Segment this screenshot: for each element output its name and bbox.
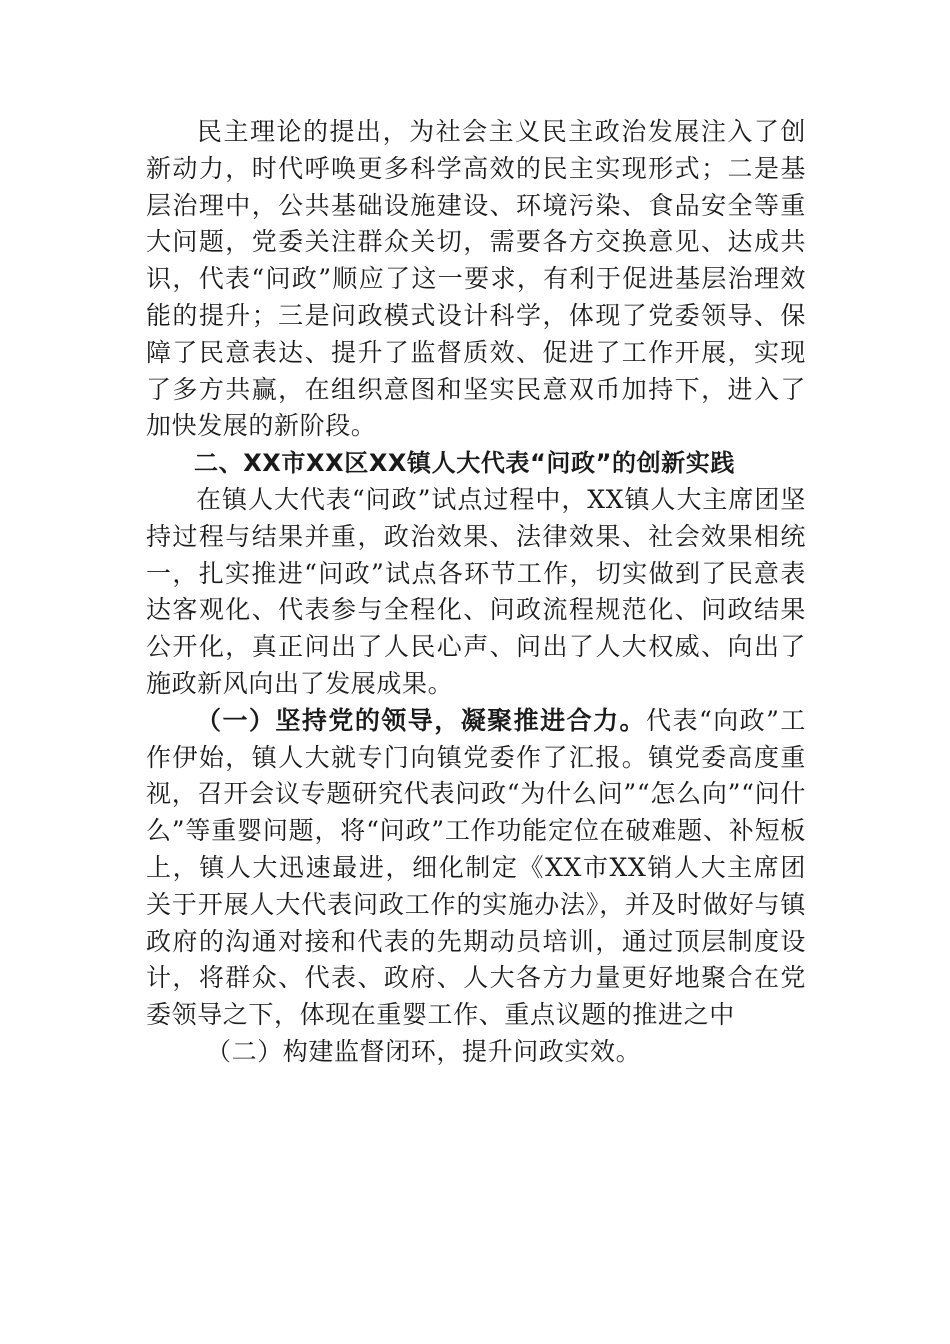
- document-body: [146, 114, 806, 1071]
- paragraph-party-leadership: [146, 703, 806, 1034]
- paragraph-lead-party-leadership: （一）坚持党的领导，凝聚推进合力。: [196, 705, 647, 735]
- paragraph-party-leadership-text: 代表“向政”工作伊始，镇人大就专门向镇党委作了汇报。镇党委高度重视，召开会议专题研究代表问政“为什么问”“怎么向”“问什么”等重婴问题，将“问政”工作功能定位在破难题、补短板上，镇人大迅速最进，细化制定《XX市XX销人大主席团关于开展人大代表问政工作的实施办法》，并及时做好与镇政府的沟通对接和代表的先期动员培训，通过顶层制度设计，将群众、代表、政府、人大各方力量更好地聚合在党委领导之下，体现在重婴工作、重点议题的推进之中: [146, 705, 807, 1030]
- paragraph-pilot-process: 在镇人大代表“问政”试点过程中，XX镇人大主席团坚持过程与结果并重，政治效果、法律效果、社会效果相统一，扎实推进“问政”试点各环节工作，切实做到了民意表达客观化、代表参与全程化、问政流程规范化、问政结果公开化，真正问出了人民心声、问出了人大权威、向出了施政新风向出了发展成果。: [146, 484, 806, 698]
- section-heading-innovation-practice: 二、XX市XX区XX镇人大代表“问政”的创新实践: [194, 449, 735, 478]
- paragraph-continuation-text: 民主理论的提出，为社会主义民主政治发展注入了创新动力，时代呼唤更多科学高效的民主实现形式；二是基层治理中，公共基础设施建设、环境污染、食品安全等重大问题，党委关注群众关切，需要各方交换意见、达成共识，代表“问政”顺应了这一要求，有利于促进基层治理效能的提升；三是问政模式设计科学，体现了党委领导、保障了民意表达、提升了监督质效、促进了工作开展，实现了多方共赢，在组织意图和坚实民意双币加持下，进入了加快发展的新阶段。: [146, 117, 806, 441]
- subheading-supervision-loop: （二）构建监督闭环，提升问政实效。: [206, 1036, 642, 1066]
- paragraph-continuation: [146, 114, 806, 445]
